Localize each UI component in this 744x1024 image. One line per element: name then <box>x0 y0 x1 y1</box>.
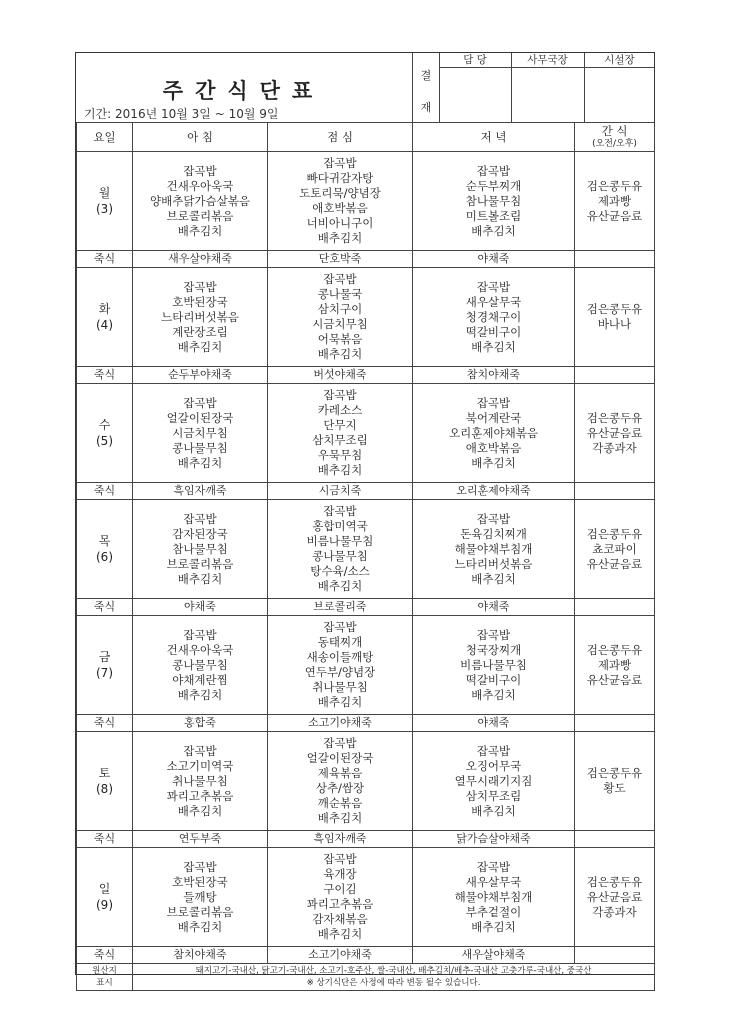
breakfast-cell <box>133 500 268 599</box>
menu-item: 상추/쌈장 <box>315 781 365 795</box>
porridge-item: 오리훈제야채죽 <box>413 483 575 500</box>
menu-item: 꽈리고추볶음 <box>306 897 374 911</box>
menu-item: 배추김치 <box>317 927 363 941</box>
snack-cell <box>575 384 655 483</box>
menu-item: 잡곡밥 <box>476 743 511 758</box>
menu-item: 브로콜리볶음 <box>166 208 234 223</box>
porridge-item: 야채죽 <box>413 599 575 616</box>
menu-item: 열무시래기지짐 <box>454 773 533 788</box>
porridge-item: 시금치죽 <box>268 483 413 500</box>
menu-item: 잡곡밥 <box>183 511 217 526</box>
menu-item: 배추김치 <box>177 803 223 818</box>
menu-item: 유산균음료 <box>586 556 643 571</box>
menu-item: 삼치구이 <box>317 302 363 316</box>
porridge-item: 참치야채죽 <box>133 947 268 964</box>
porridge-snack-empty <box>575 367 655 384</box>
approval-col-1: 담 당 <box>439 53 512 122</box>
menu-item: 배추김치 <box>471 687 516 702</box>
menu-item: 감자채볶음 <box>312 912 368 926</box>
day-name: 수 (5) <box>77 384 133 483</box>
day-name: 화 (4) <box>77 268 133 367</box>
menu-item: 빠다귀감자탕 <box>306 171 374 185</box>
menu-item: 홍합미역국 <box>312 519 368 533</box>
menu-item: 호박된장국 <box>172 874 228 889</box>
menu-item: 검은콩두유 <box>586 642 643 657</box>
menu-item: 탕수육/소스 <box>310 564 370 578</box>
menu-item: 취나물무침 <box>312 680 368 694</box>
lunch-cell <box>268 152 413 251</box>
menu-item: 돈육김치찌개 <box>460 526 527 541</box>
menu-item: 호박된장국 <box>172 294 228 309</box>
lunch-cell <box>268 848 413 947</box>
day-row <box>77 268 655 367</box>
menu-item: 우묵무침 <box>317 448 363 462</box>
menu-item: 배추김치 <box>177 339 223 354</box>
breakfast-cell <box>133 848 268 947</box>
menu-item: 잡곡밥 <box>323 156 357 170</box>
menu-sheet <box>75 52 655 988</box>
snack-cell <box>575 268 655 367</box>
day-row <box>77 384 655 483</box>
day-row <box>77 848 655 947</box>
menu-item: 해물야채부침개 <box>454 541 533 556</box>
menu-item: 잡곡밥 <box>183 395 217 410</box>
period-text: 기간: 2016년 10월 3일 ~ 10월 9일 <box>84 107 279 121</box>
menu-item: 취나물무침 <box>172 773 228 788</box>
menu-item: 콩나물국 <box>317 287 363 301</box>
menu-item: 건새우아욱국 <box>166 178 234 193</box>
lunch-cell <box>268 732 413 831</box>
menu-item: 검은콩두유 <box>586 526 643 541</box>
snack-cell <box>575 152 655 251</box>
menu-item: 배추김치 <box>471 455 516 470</box>
menu-item: 잡곡밥 <box>183 279 217 294</box>
lunch-cell <box>268 500 413 599</box>
snack-cell <box>575 500 655 599</box>
porridge-row <box>77 367 655 384</box>
menu-item: 배추김치 <box>471 919 516 934</box>
porridge-row <box>77 947 655 964</box>
menu-item: 부추겉절이 <box>465 904 522 919</box>
menu-item: 새송이들깨탕 <box>306 650 374 664</box>
breakfast-cell <box>133 616 268 715</box>
lunch-cell <box>268 616 413 715</box>
menu-item: 제과빵 <box>597 193 632 208</box>
porridge-label: 죽식 <box>77 715 133 732</box>
menu-item: 배추김치 <box>317 695 363 709</box>
menu-item: 브로콜리볶음 <box>166 556 234 571</box>
menu-item: 애호박볶음 <box>312 201 368 215</box>
menu-item: 쵸코파이 <box>592 541 637 556</box>
porridge-item: 닭가슴살야채죽 <box>413 831 575 848</box>
menu-item: 새우살무국 <box>465 294 522 309</box>
menu-item: 배추김치 <box>471 339 516 354</box>
menu-item: 잡곡밥 <box>476 627 511 642</box>
menu-item: 삼치무조림 <box>312 433 368 447</box>
dinner-cell <box>413 732 575 831</box>
menu-item: 바나나 <box>597 317 632 331</box>
menu-item: 유산균음료 <box>586 889 643 904</box>
menu-item: 검은콩두유 <box>586 874 643 889</box>
menu-item: 배추김치 <box>177 223 223 238</box>
page-title: 주간식단표 <box>162 79 325 103</box>
menu-item: 유산균음료 <box>586 208 643 223</box>
menu-item: 배추김치 <box>471 571 516 586</box>
porridge-snack-empty <box>575 715 655 732</box>
menu-item: 배추김치 <box>317 811 363 825</box>
menu-item: 각종과자 <box>592 440 637 455</box>
porridge-label: 죽식 <box>77 367 133 384</box>
menu-item: 해물야채부침개 <box>454 889 533 904</box>
porridge-row <box>77 251 655 268</box>
col-snack: 간 식 (오전/오후) <box>575 123 655 152</box>
menu-item: 오징어무국 <box>465 758 522 773</box>
menu-item: 삼치무조림 <box>465 788 522 803</box>
porridge-label: 죽식 <box>77 599 133 616</box>
approval-col-2: 사무국장 <box>511 53 585 122</box>
menu-item: 애호박볶음 <box>465 440 522 455</box>
day-name: 일 (9) <box>77 848 133 947</box>
menu-item: 잡곡밥 <box>476 395 511 410</box>
menu-item: 배추김치 <box>177 455 223 470</box>
menu-item: 오리훈제야채볶음 <box>449 425 538 440</box>
header-row <box>77 123 655 152</box>
menu-item: 배추김치 <box>471 223 516 238</box>
menu-item: 참나물무침 <box>172 541 228 556</box>
snack-cell <box>575 848 655 947</box>
menu-item: 잡곡밥 <box>476 163 511 178</box>
dinner-cell <box>413 152 575 251</box>
menu-item: 제육볶음 <box>317 766 363 780</box>
menu-item: 배추김치 <box>471 803 516 818</box>
menu-item: 순두부찌개 <box>465 178 522 193</box>
porridge-label: 죽식 <box>77 483 133 500</box>
porridge-item: 브로콜리죽 <box>268 599 413 616</box>
col-breakfast: 아 침 <box>133 123 268 152</box>
porridge-item: 야채죽 <box>133 599 268 616</box>
origin-row <box>77 964 655 991</box>
day-row <box>77 616 655 715</box>
approval-col-3: 시설장 <box>584 53 655 122</box>
lunch-cell <box>268 268 413 367</box>
porridge-item: 야채죽 <box>413 715 575 732</box>
menu-item: 검은콩두유 <box>586 766 643 780</box>
menu-item: 잡곡밥 <box>183 163 217 178</box>
sheet-header <box>76 53 654 125</box>
porridge-row <box>77 483 655 500</box>
porridge-item: 소고기야채죽 <box>268 715 413 732</box>
menu-item: 잡곡밥 <box>476 511 511 526</box>
day-name: 토 (8) <box>77 732 133 831</box>
porridge-snack-empty <box>575 599 655 616</box>
menu-item: 제과빵 <box>597 657 632 672</box>
menu-item: 동태찌개 <box>317 635 363 649</box>
menu-item: 콩나물무침 <box>172 657 228 672</box>
porridge-item: 소고기야채죽 <box>268 947 413 964</box>
menu-item: 새우살무국 <box>465 874 522 889</box>
menu-item: 배추김치 <box>177 687 223 702</box>
menu-item: 미트볼조림 <box>465 208 522 223</box>
menu-item: 참나물무침 <box>465 193 522 208</box>
breakfast-cell <box>133 384 268 483</box>
menu-item: 배추김치 <box>177 571 223 586</box>
day-name: 목 (6) <box>77 500 133 599</box>
menu-item: 계란장조림 <box>172 324 228 339</box>
porridge-snack-empty <box>575 251 655 268</box>
day-row <box>77 500 655 599</box>
menu-item: 들깨탕 <box>183 889 217 904</box>
lunch-cell <box>268 384 413 483</box>
menu-item: 단무지 <box>323 418 357 432</box>
menu-item: 유산균음료 <box>586 672 643 687</box>
dinner-cell <box>413 848 575 947</box>
menu-item: 잡곡밥 <box>323 852 357 866</box>
porridge-snack-empty <box>575 831 655 848</box>
porridge-item: 버섯야채죽 <box>268 367 413 384</box>
porridge-label: 죽식 <box>77 251 133 268</box>
approval-box <box>412 53 655 122</box>
menu-item: 얼갈이된장국 <box>166 410 234 425</box>
menu-item: 떡갈비구이 <box>465 324 522 339</box>
porridge-row <box>77 715 655 732</box>
menu-item: 비름나물무침 <box>306 534 374 548</box>
menu-item: 배추김치 <box>317 347 363 361</box>
menu-item: 배추김치 <box>317 579 363 593</box>
menu-item: 잡곡밥 <box>323 388 357 402</box>
menu-item: 연두부/양념장 <box>304 665 376 679</box>
porridge-row <box>77 831 655 848</box>
menu-item: 깨순볶음 <box>317 796 363 810</box>
menu-item: 잡곡밥 <box>183 743 217 758</box>
menu-body <box>77 152 655 964</box>
menu-item: 잡곡밥 <box>476 279 511 294</box>
dinner-cell <box>413 616 575 715</box>
menu-item: 꽈리고추볶음 <box>166 788 234 803</box>
menu-item: 유산균음료 <box>586 425 643 440</box>
menu-item: 구이김 <box>323 882 357 896</box>
porridge-item: 흑임자깨죽 <box>268 831 413 848</box>
day-row <box>77 152 655 251</box>
menu-item: 잡곡밥 <box>323 504 357 518</box>
dinner-cell <box>413 500 575 599</box>
menu-item: 배추김치 <box>317 231 363 245</box>
menu-item: 시금치무침 <box>312 317 368 331</box>
menu-item: 황도 <box>603 781 626 795</box>
snack-cell <box>575 616 655 715</box>
menu-item: 잡곡밥 <box>183 627 217 642</box>
day-name: 금 (7) <box>77 616 133 715</box>
menu-item: 잡곡밥 <box>323 736 357 750</box>
origin-text: 돼지고기-국내산, 닭고기-국내산, 소고기-호주산, 쌀-국내산, 배추김치/배추-국내산 고춧가루-국내산, 중국산 ※ 상기식단은 사정에 따라 변동 될수 있습니다. <box>133 964 655 991</box>
menu-item: 느타리버섯볶음 <box>161 309 239 324</box>
porridge-label: 죽식 <box>77 831 133 848</box>
breakfast-cell <box>133 152 268 251</box>
menu-item: 비름나물무침 <box>460 657 527 672</box>
menu-item: 너비아니구이 <box>306 216 374 230</box>
porridge-item: 야채죽 <box>413 251 575 268</box>
menu-table <box>76 122 655 991</box>
origin-label: 원산지 표시 <box>77 964 133 991</box>
menu-item: 청국장찌개 <box>465 642 522 657</box>
menu-item: 얼갈이된장국 <box>306 751 374 765</box>
menu-item: 감자된장국 <box>172 526 228 541</box>
menu-item: 콩나물무침 <box>312 549 368 563</box>
snack-cell <box>575 732 655 831</box>
porridge-item: 참치야채죽 <box>413 367 575 384</box>
col-lunch: 점 심 <box>268 123 413 152</box>
porridge-item: 연두부죽 <box>133 831 268 848</box>
menu-item: 잡곡밥 <box>323 272 357 286</box>
menu-item: 콩나물무침 <box>172 440 228 455</box>
porridge-label: 죽식 <box>77 947 133 964</box>
porridge-item: 새우살야채죽 <box>413 947 575 964</box>
menu-item: 브로콜리볶음 <box>166 904 234 919</box>
menu-item: 각종과자 <box>592 904 637 919</box>
menu-item: 북어계란국 <box>465 410 522 425</box>
menu-item: 잡곡밥 <box>476 859 511 874</box>
porridge-item: 홍합죽 <box>133 715 268 732</box>
dinner-cell <box>413 268 575 367</box>
menu-item: 소고기미역국 <box>166 758 234 773</box>
menu-item: 육개장 <box>323 867 357 881</box>
dinner-cell <box>413 384 575 483</box>
menu-item: 배추김치 <box>177 919 223 934</box>
menu-item: 검은콩두유 <box>586 410 643 425</box>
porridge-item: 새우살야채죽 <box>133 251 268 268</box>
breakfast-cell <box>133 732 268 831</box>
porridge-row <box>77 599 655 616</box>
menu-item: 야채계란찜 <box>172 672 228 687</box>
col-day: 요일 <box>77 123 133 152</box>
col-dinner: 저 녁 <box>413 123 575 152</box>
menu-item: 떡갈비구이 <box>465 672 522 687</box>
porridge-snack-empty <box>575 483 655 500</box>
menu-item: 도토리묵/양념장 <box>299 186 381 200</box>
menu-item: 배추김치 <box>317 463 363 477</box>
day-row <box>77 732 655 831</box>
menu-item: 양배추닭가슴살볶음 <box>150 193 250 208</box>
approval-label: 결 재 <box>413 53 440 122</box>
menu-item: 청경채구이 <box>465 309 522 324</box>
porridge-snack-empty <box>575 947 655 964</box>
menu-item: 어묵볶음 <box>317 332 363 346</box>
menu-item: 건새우아욱국 <box>166 642 234 657</box>
porridge-item: 단호박죽 <box>268 251 413 268</box>
menu-item: 잡곡밥 <box>323 620 357 634</box>
porridge-item: 흑임자깨죽 <box>133 483 268 500</box>
menu-item: 시금치무침 <box>172 425 228 440</box>
breakfast-cell <box>133 268 268 367</box>
menu-item: 카레소스 <box>317 403 363 417</box>
menu-item: 검은콩두유 <box>586 178 643 193</box>
day-name: 월 (3) <box>77 152 133 251</box>
menu-item: 잡곡밥 <box>183 859 217 874</box>
menu-item: 느타리버섯볶음 <box>454 556 533 571</box>
menu-item: 검은콩두유 <box>586 302 643 316</box>
porridge-item: 순두부야채죽 <box>133 367 268 384</box>
